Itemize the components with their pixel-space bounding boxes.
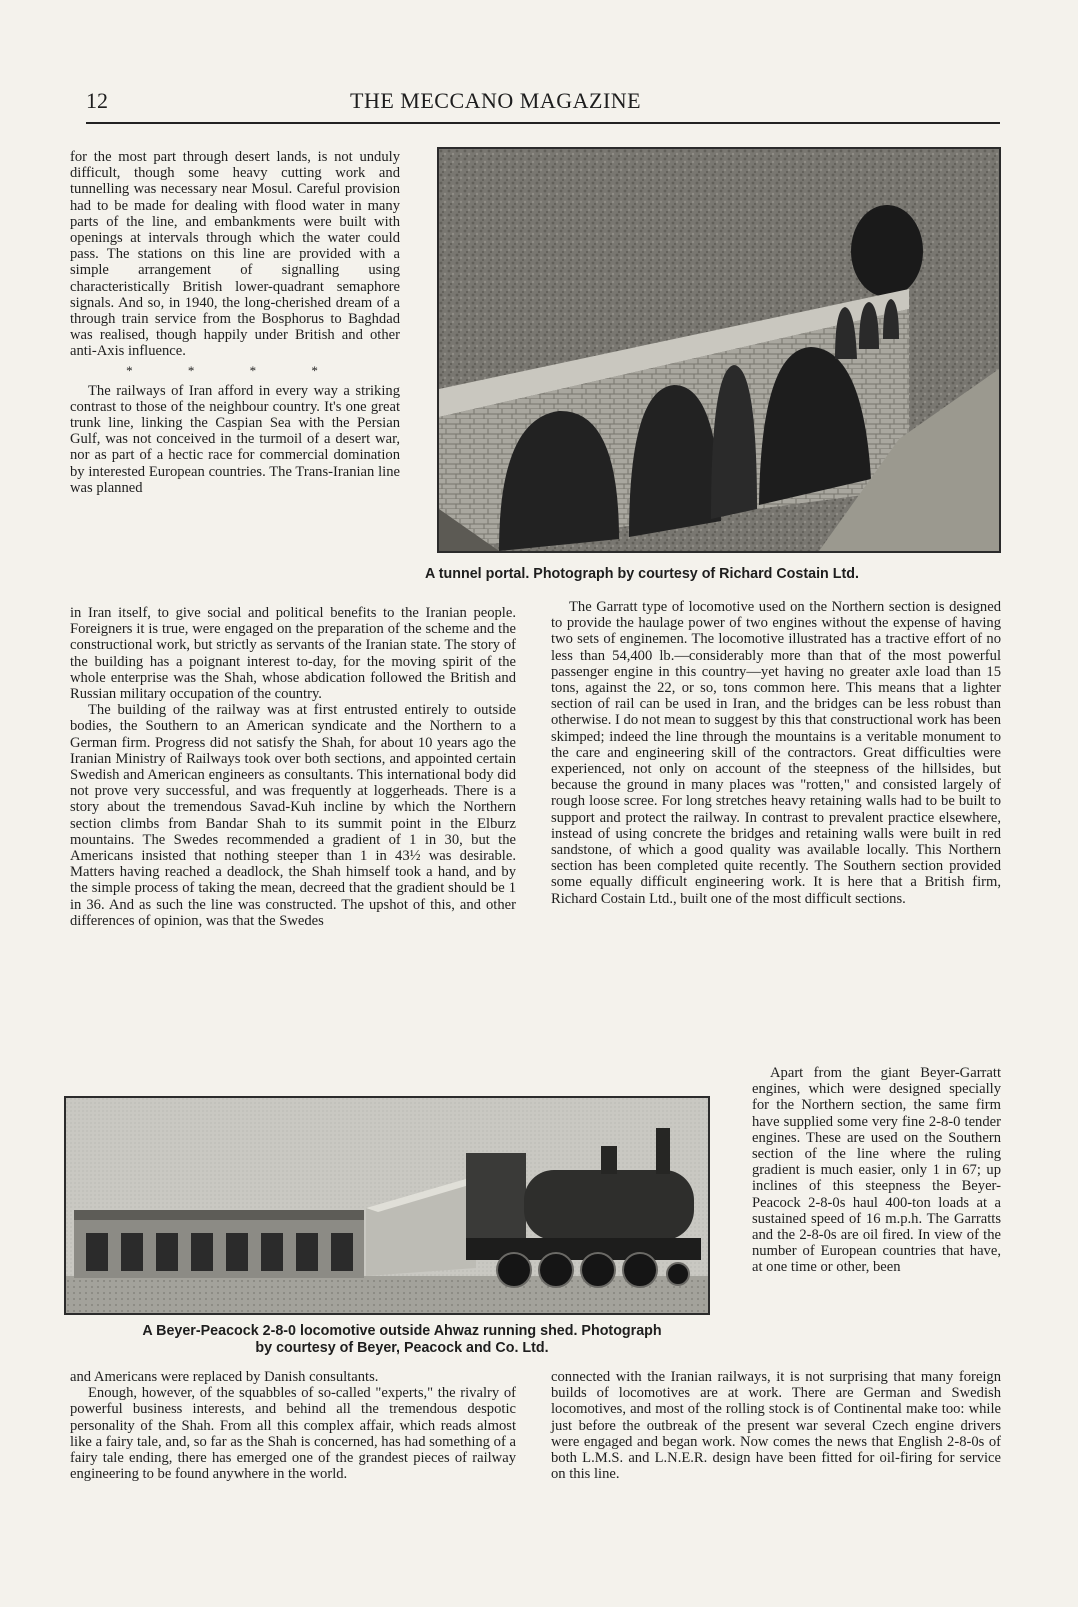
right-column-narrow (752, 1065, 1001, 1276)
paragraph-foreign-builds: connected with the Iranian railways, it is not surprising that many foreign builds of locomotives are at work. There are German and Swedish locomotives, and most of the rolling stock is of Continental make too: while just before the outbreak of the present war several Czech engine drivers were engaged and began work. Now comes the news that English 2-8-0s of both L.M.S. and L.N.E.R. design have been fitted for oil-firing for service on this line. (551, 1369, 1001, 1483)
tunnel-portal-photo (437, 147, 1001, 553)
tunnel-photo-caption: A tunnel portal. Photograph by courtesy of Richard Costain Ltd. (425, 566, 859, 582)
paragraph-enough: Enough, however, of the squabbles of so-called "experts," the rivalry of powerful business interests, and behind all the tremendous despotic personality of the Shah. From all this complex affair, which reads almost like a fairy tale, and, so far as the Shah is concerned, has had something of a fairy tale ending, there has emerged one of the grandest pieces of railway engineering to be found anywhere in the world. (70, 1385, 516, 1483)
paragraph-iran-railways: The railways of Iran afford in every way a striking contrast to those of the neighbour country. It's one great trunk line, linking the Caspian Sea with the Persian Gulf, was not conceived in the turmoil of a desert war, nor as part of a hectic race for commercial domination by interested European countries. The Trans-Iranian line was planned (70, 382, 400, 496)
bottom-right-column (551, 1369, 1001, 1482)
locomotive-caption-line-1: A Beyer-Peacock 2-8-0 locomotive outside Ahwaz running shed. Photograph (142, 1323, 662, 1339)
paragraph-building: The building of the railway was at first entrusted entirely to outside bodies, the Southern to an American syndicate and the Northern to a German firm. Progress did not satisfy the Shah, for about 10 years ago the Iranian Ministry of Railways took over both sections, and appointed certain Swedish and American engineers as consultants. This international body did not prove very successful, and was frequently at loggerheads. There is a story about the tremendous Savad-Kuh incline by which the Northern section climbs from Bandar Shah to its summit point in the Elburz mountains. The Swedes recommended a gradient of 1 in 30, but the Americans insisted that nothing steeper than 1 in 43½ was desirable. Matters having reached a deadlock, the Shah himself took a hand, and by the simple process of taking the mean, decreed that the gradient should be 1 in 36. And as such the line was constructed. The upshot of this, and other differences of opinion, was that the Swedes (70, 702, 516, 929)
right-column-main (551, 599, 1001, 907)
locomotive-caption-line-2: by courtesy of Beyer, Peacock and Co. Ltd. (255, 1340, 549, 1356)
locomotive-illustration (66, 1098, 708, 1313)
locomotive-photo (64, 1096, 710, 1315)
section-separator: * * * * (126, 362, 344, 378)
left-column-main (70, 605, 516, 929)
paragraph-iran-railways-cont: in Iran itself, to give social and political benefits to the Iranian people. Foreigners it is true, were engaged on the preparation of the scheme and the constructional work, but strictly as servants of the Iranian state. The story of the building has a poignant interest to-day, for the moving spirit of the whole enterprise was the Shah, whose abdication followed the British and Russian military occupation of the country. (70, 605, 516, 703)
paragraph-beyer-garratt: Apart from the giant Beyer-Garratt engines, which were designed specially for the Northern section, the same firm have supplied some very fine 2-8-0 tender engines. These are used on the Southern section of the line where the ruling gradient is much easier, only 1 in 67; up inclines of this steepness the Beyer-Peacock 2-8-0s haul 400-ton loads at a sustained speed of 16 m.p.h. The Garratts and the 2-8-0s are oil fired. In view of the number of European countries that have, at one time or other, been (752, 1065, 1001, 1276)
tunnel-illustration (439, 149, 999, 551)
paragraph-danish-consultants: and Americans were replaced by Danish consultants. (70, 1369, 379, 1385)
bottom-left-column (70, 1369, 516, 1482)
paragraph-garratt: The Garratt type of locomotive used on the Northern section is designed to provide the haulage power of two engines without the expense of having two sets of enginemen. The locomotive illustrated has a tractive effort of no less than 54,400 lb.—considerably more than that of the most powerful passenger engine in this country—yet having no greater axle load than 15 tons, against the 22, or so, tons common here. This means that a lighter section of rail can be used in Iran, and the bridges can be less robust than otherwise. I do not mean to suggest by this that constructional work has been skimped; indeed the line through the mountains is a veritable monument to the care and engineering skill of the contractors. Great difficulties were experienced, not only on account of the steepness of the hillsides, but because the ground in many places was "rotten," and consisted largely of rough loose scree. For long stretches heavy retaining walls had to be built to support and protect the railway. In contrast to prevalent practice elsewhere, instead of using concrete the bridges and retaining walls were built in red sandstone, of which a good quality was available locally. This Northern section has been completed quite recently. The Southern section provided some equally difficult engineering work. It is here that a British firm, Richard Costain Ltd., built one of the most difficult sections. (551, 599, 1001, 907)
page-number: 12 (86, 88, 108, 113)
magazine-title: THE MECCANO MAGAZINE (350, 88, 642, 113)
header-rule (86, 122, 1000, 124)
left-column-top (70, 149, 400, 496)
paragraph-desert-lands: for the most part through desert lands, is not unduly difficult, though some heavy cutting work and tunnelling was necessary near Mosul. Careful provision had to be made for dealing with flood water in many parts of the line, and embankments were built with openings at intervals through which the water could pass. The stations on this line are provided with a simple arrangement of signalling using characteristically British lower-quadrant semaphore signals. And so, in 1940, the long-cherished dream of a through train service from the Bosphorus to Baghdad was realised, though happily under British and other anti-Axis influence. (70, 149, 400, 360)
locomotive-photo-caption (62, 1323, 742, 1357)
